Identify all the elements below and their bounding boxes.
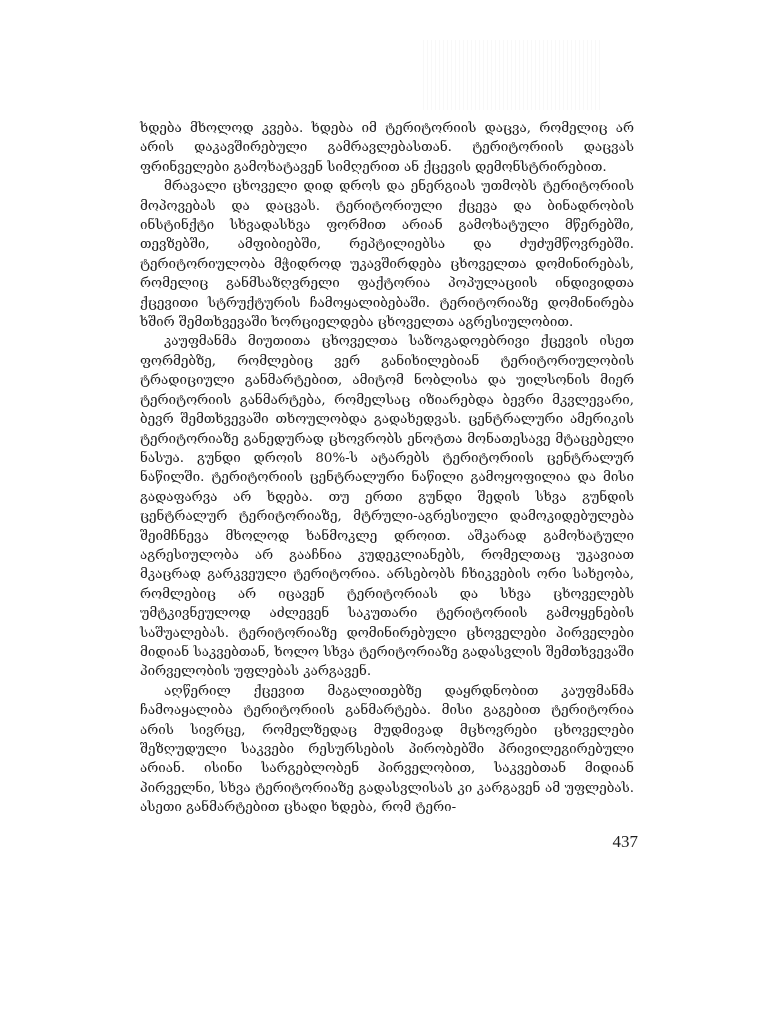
paragraph-kaufmann-examples: კაუფმანმა მიუთითა ცხოველთა საზოგადოებრივი ქცევის ისეთ ფორმებზე, რომლებიც ვერ განიხილებიან ტერიტორიულობის ტრადიციული განმარტებით, ამიტომ ნობლისა და უილსონის მიერ ტერიტორიის განმარტება, რომელსაც იზიარებდა ბევრი მკვლევარი, ბევრ შემთხვევაში თხოულობდა გადახედვას. ცენტრალური ამერიკის ტერიტორიაზე განედურად ცხოვრობს ენოტთა მონათესავე მტაცებელი ნასუა. გუნდი დროის 80%-ს ატარებს ტერიტორიის ცენტრალურ ნაწილში. ტერიტორიის ცენტრალური ნაწილი გამოყოფილია და მისი გადაფარვა არ ხდება. თუ ერთი გუნდი შედის სხვა გუნდის ცენტრალურ ტერიტორიაზე, მტრული-აგრესიული დამოკიდებულება შეიმჩნევა მხოლოდ ხანმოკლე დროით. აშკარად გამოხატული აგრესიულობა არ გააჩნია კუდეკლიანებს, რომელთაც უკავიათ მკაცრად გარკვეული ტერიტორია. არსებობს ჩხიკვების ორი სახეობა, რომლებიც არ იცავენ ტერიტორიას და სხვა ცხოველებს უმტკივნეულოდ აძლევენ საკუთარი ტერიტორიის გამოყენების საშუალებას. ტერიტორიაზე დომინირებული ცხოველები პირველები მიდიან საკვებთან, ხოლო სხვა ტერიტორიაზე გადასვლის შემთხვევაში პირველობის უფლებას კარგავენ. bbox=[140, 334, 634, 680]
paragraph-territoriality: მრავალი ცხოველი დიდ დროს და ენერგიას უთმობს ტერიტორიის მოპოვებას და დაცვას. ტერიტორიული ქცევა და ბინადრობის ინსტინქტი სხვადასხვა ფორმით არიან გამოხატული მწერებში, თევზებში, ამფიბიებში, რეპტილიებსა და ძუძუმწოვრებში. ტერიტორიულობა მჭიდროდ უკავშირდება ცხოველთა დომინირებას, რომელიც განმსაზღვრელი ფაქტორია პოპულაციის ინდივიდთა ქცევითი სტრუქტურის ჩამოყალიბებაში. ტერიტორიაზე დომინირება ხშირ შემთხვევაში ხორციელდება ცხოველთა აგრესიულობით. bbox=[140, 179, 634, 331]
scan-bleed-through bbox=[420, 40, 600, 110]
paragraph-continuation: ხდება მხოლოდ კვება. ხდება იმ ტერიტორიის დაცვა, რომელიც არ არის დაკავშირებული გამრავლებასთან. ტერიტორიის დაცვას ფრინველები გამოხატავენ სიმღერით ან ქცევის დემონსტრირებით. bbox=[140, 121, 634, 175]
paragraph-territory-definition: აღწერილ ქცევით მაგალითებზე დაყრდნობით კაუფმანმა ჩამოაყალიბა ტერიტორიის განმარტება. მისი გაგებით ტერიტორია არის სივრცე, რომელზედაც მუდმივად მცხოვრები ცხოველები შეზღუდული საკვები რესურსების პირობებში პრივილეგირებული არიან. ისინი სარგებლობენ პირველობით, საკვებთან მიდიან პირველნი, სხვა ტერიტორიაზე გადასვლისას კი კარგავენ ამ უფლებას. ასეთი განმარტებით ცხადი ხდება, რომ ტერი- bbox=[140, 683, 634, 816]
page-number: 437 bbox=[612, 832, 638, 851]
body-text bbox=[140, 119, 634, 818]
